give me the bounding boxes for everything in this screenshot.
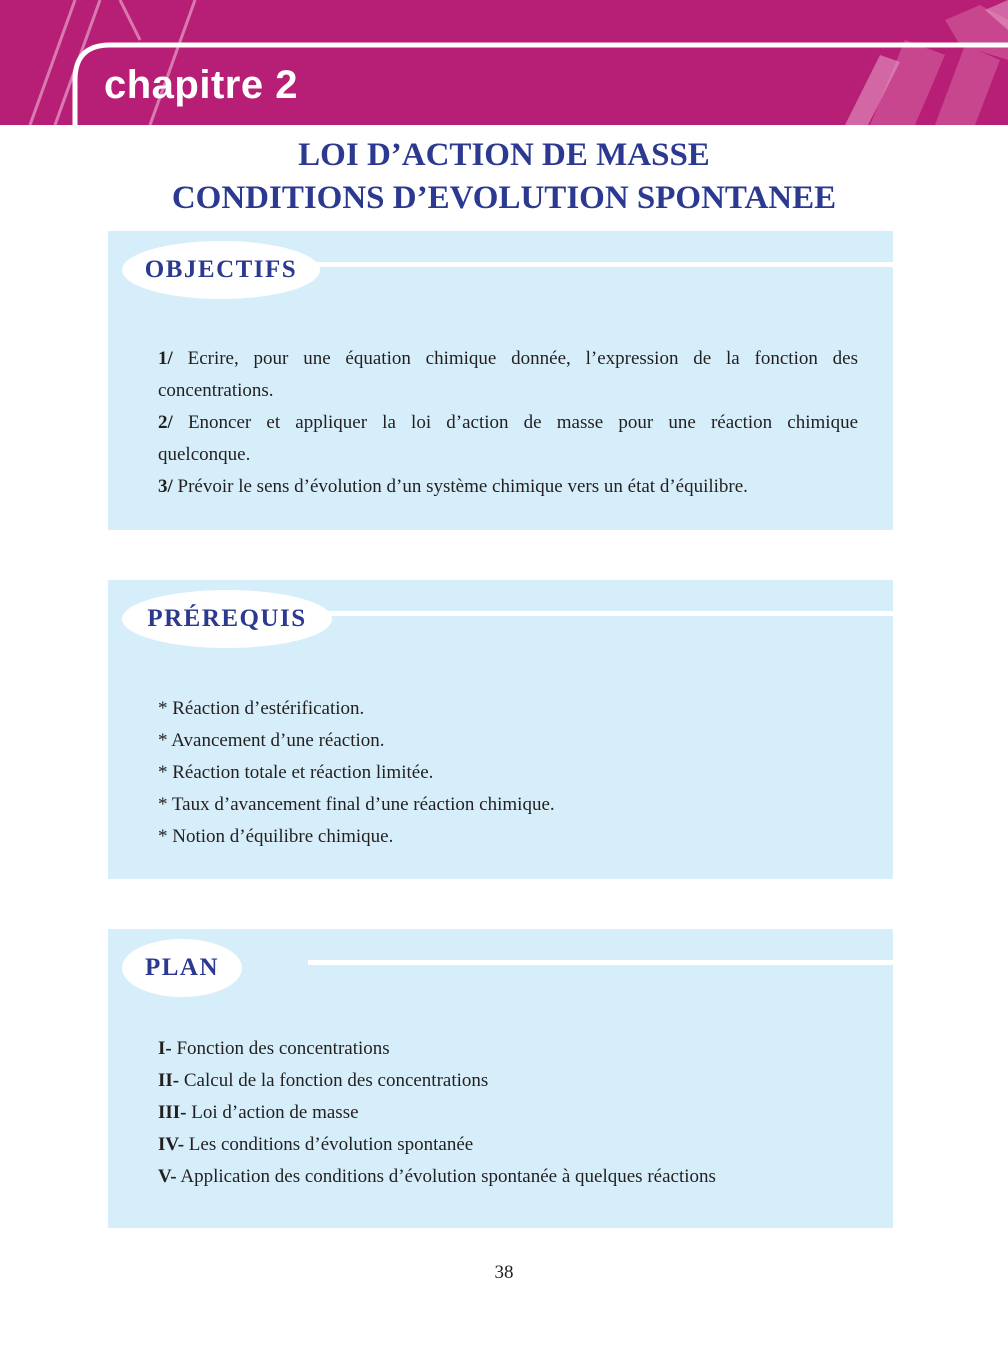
plan-heading-oval (122, 939, 242, 997)
prerequis-section (108, 580, 893, 879)
list-item: * Avancement d’une réaction. (158, 730, 385, 751)
prerequis-heading: PRÉREQUIS (147, 605, 307, 632)
page-title-line2: CONDITIONS D’EVOLUTION SPONTANEE (171, 180, 837, 216)
list-item: II- Calcul de la fonction des concentrations (158, 1070, 489, 1091)
chapter-banner (0, 0, 1008, 125)
list-item: 2/ Enoncer et appliquer la loi d’action de masse pour une réaction chimique (158, 412, 858, 433)
section-divider (308, 611, 893, 616)
objectifs-heading-oval (122, 241, 320, 299)
plan-heading: PLAN (144, 954, 220, 981)
list-item: IV- Les conditions d’évolution spontanée (158, 1134, 474, 1155)
prerequis-heading-oval (122, 590, 332, 648)
objectifs-list (158, 343, 858, 503)
list-item: * Taux d’avancement final d’une réaction chimique. (158, 794, 555, 815)
page-number: 38 (494, 1262, 514, 1283)
list-item: I- Fonction des concentrations (158, 1038, 390, 1059)
objectifs-heading: OBJECTIFS (144, 256, 298, 283)
page-title-line1: LOI D’ACTION DE MASSE (298, 137, 710, 173)
section-divider (308, 960, 893, 965)
list-item: * Réaction d’estérification. (158, 698, 365, 719)
list-item: * Réaction totale et réaction limitée. (158, 762, 434, 783)
list-item: * Notion d’équilibre chimique. (158, 826, 394, 847)
objectifs-section (108, 231, 893, 530)
list-item: 1/ Ecrire, pour une équation chimique donnée, l’expression de la fonction des (158, 348, 858, 369)
list-item-continued: concentrations. (158, 380, 274, 401)
chapter-number: chapitre 2 (104, 63, 298, 107)
list-item: III- Loi d’action de masse (158, 1102, 359, 1123)
list-item: 3/ Prévoir le sens d’évolution d’un système chimique vers un état d’équilibre. (158, 476, 748, 497)
plan-list (158, 1033, 878, 1193)
plan-section (108, 929, 893, 1228)
list-item-continued: quelconque. (158, 444, 251, 465)
prerequis-list (158, 693, 858, 853)
section-divider (308, 262, 893, 267)
list-item: V- Application des conditions d’évolution spontanée à quelques réactions (158, 1166, 716, 1187)
